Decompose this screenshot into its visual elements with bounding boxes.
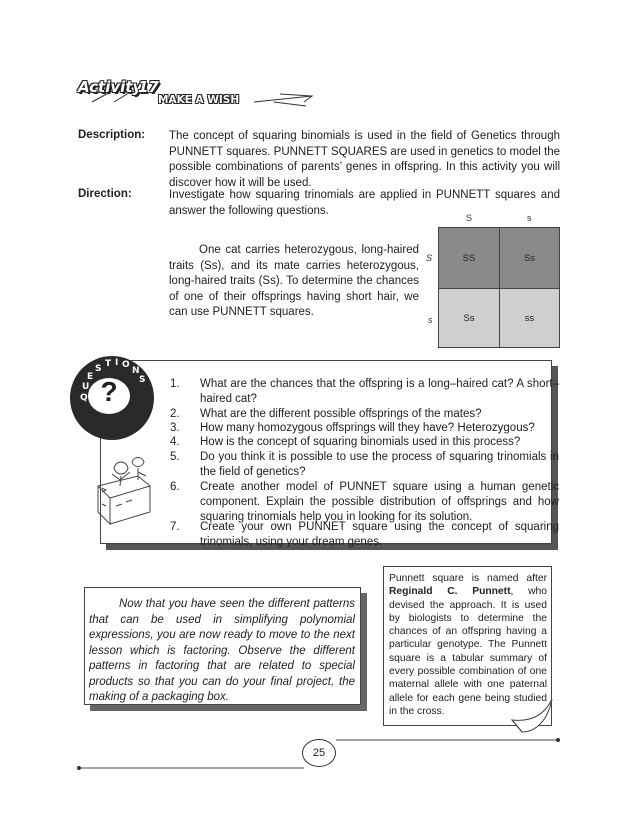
question-number: 5. — [170, 451, 180, 463]
badge-letter: S — [95, 364, 102, 374]
activity-word: Activity — [78, 78, 143, 96]
punnett-info-intro: Punnett square is named after — [389, 573, 547, 584]
question-text: How is the concept of squaring binomials used in this process? — [200, 436, 521, 448]
question-number: 6. — [170, 481, 180, 493]
question-number: 7. — [170, 521, 180, 533]
question-item — [170, 435, 559, 450]
badge-letter: O — [122, 360, 130, 370]
punnett-info-name: Reginald C. Punnett — [389, 586, 511, 598]
question-text: What are the different possible offsprings of the mates? — [200, 408, 482, 420]
punnett-col-header: s — [527, 213, 532, 223]
badge-letter: T — [105, 359, 112, 369]
punnett-row-header: S — [426, 253, 433, 263]
badge-letter: I — [115, 358, 119, 368]
note-text: Now that you have seen the different patterns that can be used in simplifying polynomial expressions, you are now ready to move to the next lesson which is factoring. Observe the different patterns in factoring that are related to special products so that you can do your final project, the making of a packaging box. — [89, 598, 355, 703]
question-item — [170, 450, 559, 480]
activity-number: 17 — [138, 78, 159, 96]
question-mark-icon: ? — [100, 376, 118, 407]
question-item — [170, 480, 559, 525]
question-number: 1. — [170, 378, 180, 390]
question-text: Create your own PUNNET square using the concept of squaring trinomials, using your dream genes. — [200, 521, 559, 548]
question-number: 3. — [170, 422, 180, 434]
question-item — [170, 520, 559, 550]
page-number: 25 — [302, 739, 336, 767]
badge-letter: E — [87, 372, 94, 382]
scenario-text: One cat carries heterozygous, long-haired traits (Ss), and its mate carries heterozygous, long-haired traits (Ss). To determine the chances of one of their offsprings having short hair, we can use PUNNETT squares. — [169, 244, 419, 318]
question-item — [170, 421, 559, 436]
badge-letter: Q — [80, 393, 88, 403]
question-number: 4. — [170, 436, 180, 448]
kids-box-sketch-icon — [92, 446, 154, 526]
description-text: The concept of squaring binomials is used in the field of Genetics through PUNNETT squares. PUNNETT SQUARES are used in genetics to model the possible combinations of parents’ genes in offspring. In this activity you will discover how it will be used. — [169, 130, 560, 189]
punnett-info-rest: , who devised the approach. It is used by biologists to determine the chances of an offspring having a particular genotype. The Punnett square is a tabular summary of every possible combination of one maternal allele with one paternal allele for each gene being studied in the cross. — [389, 586, 547, 717]
badge-letter: U — [82, 382, 90, 392]
question-text: How many homozygous offsprings will they have? Heterozygous? — [200, 422, 535, 434]
punnett-cell: ss — [499, 288, 560, 348]
activity-header — [74, 72, 314, 112]
punnett-row-header: s — [428, 315, 433, 325]
punnett-cell: SS — [438, 227, 500, 289]
question-text: Create another model of PUNNET square using a human genetic component. Explain the possible distribution of offsprings and how squaring trinomials help you in looking for its solution. — [200, 481, 559, 523]
question-item — [170, 407, 559, 422]
question-number: 2. — [170, 408, 180, 420]
direction-text: Investigate how squaring trinomials are applied in PUNNETT squares and answer the following questions. — [169, 189, 560, 217]
activity-title: MAKE A WISH — [158, 94, 240, 106]
direction-label: Direction: — [78, 188, 132, 200]
question-item — [170, 377, 559, 407]
note-box — [84, 587, 361, 705]
question-text: What are the chances that the offspring is a long–haired cat? A short–haired cat? — [200, 378, 559, 405]
description-label: Description: — [78, 129, 146, 141]
punnett-cell: Ss — [438, 288, 500, 348]
punnett-info-text — [389, 572, 547, 718]
badge-letter: N — [132, 366, 140, 376]
punnett-col-header: S — [466, 213, 473, 223]
punnett-cell: Ss — [499, 227, 560, 289]
badge-letter: S — [139, 375, 146, 385]
question-text: Do you think it is possible to use the process of squaring trinomials in the field of genetics? — [200, 451, 559, 478]
